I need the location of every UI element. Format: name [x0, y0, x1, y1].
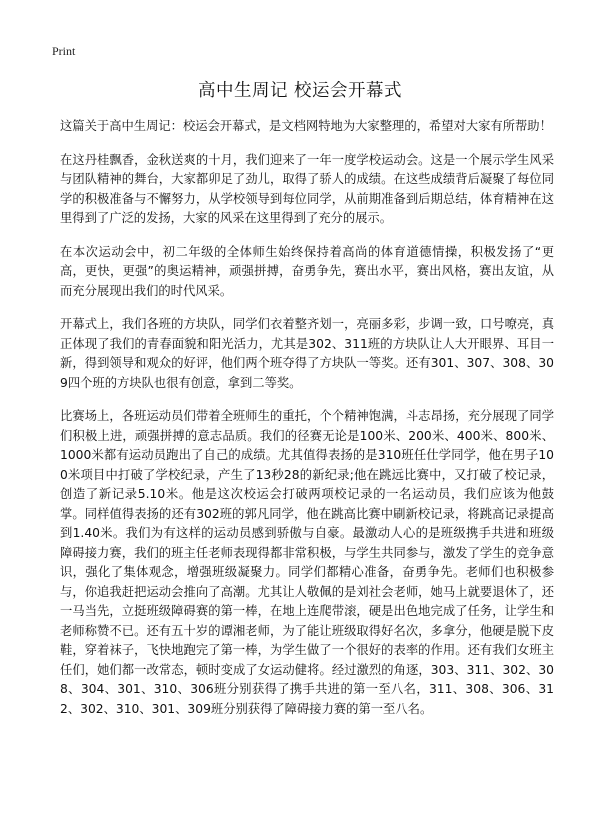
article-body: [60, 117, 554, 733]
intro-paragraph: 这篇关于高中生周记：校运会开幕式，是文档网特地为大家整理的，希望对大家有所帮助！: [60, 119, 552, 133]
article-title: 高中生周记 校运会开幕式: [197, 81, 403, 101]
body-paragraph: 开幕式上，我们各班的方块队，同学们衣着整齐划一，亮丽多彩，步调一致，口号嘹亮，真正体现了我们的青春面貌和阳光活力，尤其是302、311班的方块队让人大开眼界、耳目一新，得到领导和观众的好评，他们两个班夺得了方块队一等奖。还有301、307、308、309四个班的方块队也很有创意，拿到二等奖。: [60, 317, 554, 390]
body-paragraph: 在本次运动会中，初二年级的全体师生始终保持着高尚的体育道德情操，积极发扬了“更高，更快，更强”的奥运精神，顽强拼搏，奋勇争先，赛出水平，赛出风格，赛出友谊，从而充分展现出我们的时代风采。: [60, 244, 554, 298]
body-paragraph: 在这丹桂飘香，金秋送爽的十月，我们迎来了一年一度学校运动会。这是一个展示学生风采与团队精神的舞台，大家都卯足了劲儿，取得了骄人的成绩。在这些成绩背后凝聚了每位同学的积极准备与不懈努力，从学校领导到每位同学，从前期准备到后期总结，体育精神在这里得到了广泛的发扬，大家的风采在这里得到了充分的展示。: [60, 152, 554, 225]
print-link[interactable]: Print: [52, 44, 76, 58]
body-paragraph: 比赛场上，各班运动员们带着全班师生的重托，个个精神饱满，斗志昂扬，充分展现了同学们积极上进，顽强拼搏的意志品质。我们的径赛无论是100米、200米、400米、800米、1000米都有运动员跑出了自己的成绩。尤其值得表扬的是310班任仕学同学，他在男子100米项目中打破了学校纪录，产生了13秒28的新纪录;他在跳远比赛中，又打破了校记录，创造了新记录5.10米。他是这次校运会打破两项校记录的一名运动员，我们应该为他鼓掌。同样值得表扬的还有302班的郭凡同学，他在跳高比赛中刷新校记录，将跳高记录提高到1.40米。我们为有这样的运动员感到骄傲与自豪。最激动人心的是班级携手共进和班级障碍接力赛，我们的班主任老师表现得都非常积极，与学生共同参与，激发了学生的竞争意识，强化了集体观念，增强班级凝聚力。同学们都精心准备，奋勇争先。老师们也积极参与，你追我赶把运动会推向了高潮。尤其让人敬佩的是刘社会老师，她马上就要退休了，还一马当先，立挺班级障碍赛的第一棒，在地上连爬带滚，硬是出色地完成了任务，让学生和老师称赞不已。还有五十岁的谭湘老师，为了能让班级取得好名次，多拿分，他硬是脱下皮鞋，穿着袜子，飞快地跑完了第一棒，为学生做了一个很好的表率的作用。还有我们女班主任们，她们都一改常态，顿时变成了女运动健将。经过激烈的角逐，303、311、302、308、304、301、310、306班分别获得了携手共进的第一至八名，311、308、306、312、302、310、301、309班分别获得了障碍接力赛的第一至八名。: [60, 409, 554, 716]
